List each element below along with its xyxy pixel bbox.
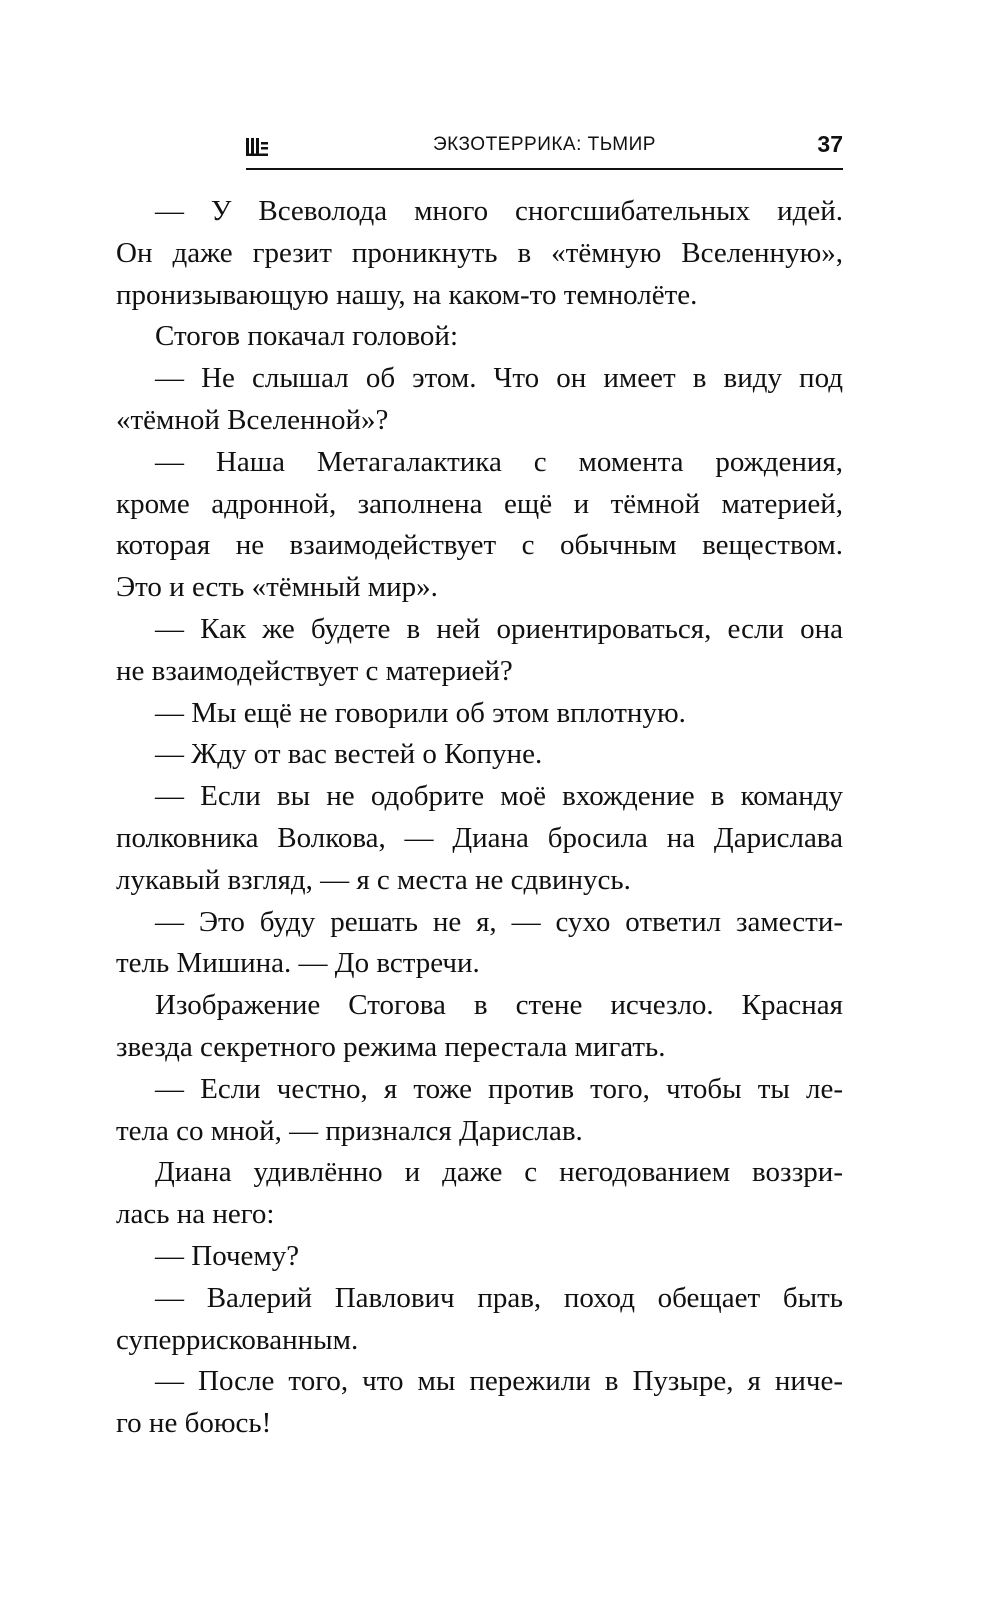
text-line: которая не взаимодействует с обычным веществом.	[116, 529, 843, 562]
text-line: — Жду от вас вестей о Копуне.	[155, 738, 543, 771]
text-line: — Наша Метагалактика с момента рождения,	[155, 445, 843, 478]
text-line: тель Мишина. — До встречи.	[116, 947, 480, 980]
text-line: — Почему?	[155, 1239, 300, 1272]
paragraph	[116, 1278, 843, 1362]
running-title: ЭКЗОТЕРРИКА: ТЬМИР	[433, 134, 656, 155]
text-line: го не боюсь!	[116, 1407, 272, 1440]
text-line: Изображение Стогова в стене исчезло. Красная	[155, 989, 843, 1022]
paragraph	[116, 609, 843, 693]
text-line: не взаимодействует с материей?	[116, 654, 513, 687]
paragraph	[116, 191, 843, 316]
text-line: кроме адронной, заполнена ещё и тёмной материей,	[116, 487, 843, 520]
text-line: звезда секретного режима перестала мигать.	[116, 1030, 666, 1063]
text-line: Стогов покачал головой:	[155, 320, 459, 353]
page-header	[246, 128, 843, 170]
text-line: — Если честно, я тоже против того, чтобы ты ле-	[155, 1072, 843, 1105]
paragraph	[116, 734, 843, 776]
text-line: — Мы ещё не говорили об этом вплотную.	[155, 696, 686, 729]
paragraph	[116, 1361, 843, 1445]
text-line: суперрискованным.	[116, 1323, 359, 1356]
text-line: — У Всеволода много сногсшибательных идей.	[155, 195, 843, 227]
text-line: — Валерий Павлович прав, поход обещает быть	[155, 1281, 843, 1314]
paragraph	[116, 358, 843, 442]
text-line: — Как же будете в ней ориентироваться, если она	[155, 612, 843, 645]
text-line: Диана удивлённо и даже с негодованием воззри-	[155, 1156, 843, 1189]
text-line: Он даже грезит проникнуть в «тёмную Вселенную»,	[116, 236, 843, 269]
text-line: полковника Волкова, — Диана бросила на Дарислава	[116, 821, 843, 854]
text-line: — После того, что мы пережили в Пузыре, я ниче-	[155, 1365, 843, 1398]
paragraph	[116, 985, 843, 1069]
paragraph	[116, 316, 843, 358]
page-number: 37	[817, 131, 843, 157]
paragraph	[116, 902, 843, 986]
text-line: Это и есть «тёмный мир».	[116, 571, 438, 604]
text-line: лукавый взгляд, — я с места не сдвинусь.	[116, 863, 631, 896]
text-line: — Не слышал об этом. Что он имеет в виду под	[155, 362, 843, 395]
text-line: тела со мной, — признался Дарислав.	[116, 1114, 583, 1147]
paragraph	[116, 693, 843, 735]
paragraph	[116, 1069, 843, 1153]
body-text	[116, 191, 843, 1445]
text-line: лась на него:	[116, 1198, 275, 1231]
paragraph	[116, 442, 843, 609]
paragraph	[116, 776, 843, 901]
paragraph	[116, 1152, 843, 1236]
text-line: — Если вы не одобрите моё вхождение в команду	[155, 780, 843, 813]
text-line: — Это буду решать не я, — сухо ответил замести-	[155, 905, 843, 938]
paragraph	[116, 1236, 843, 1278]
text-line: пронизывающую нашу, на каком-то темнолёте.	[116, 278, 698, 311]
text-line: «тёмной Вселенной»?	[116, 403, 389, 436]
